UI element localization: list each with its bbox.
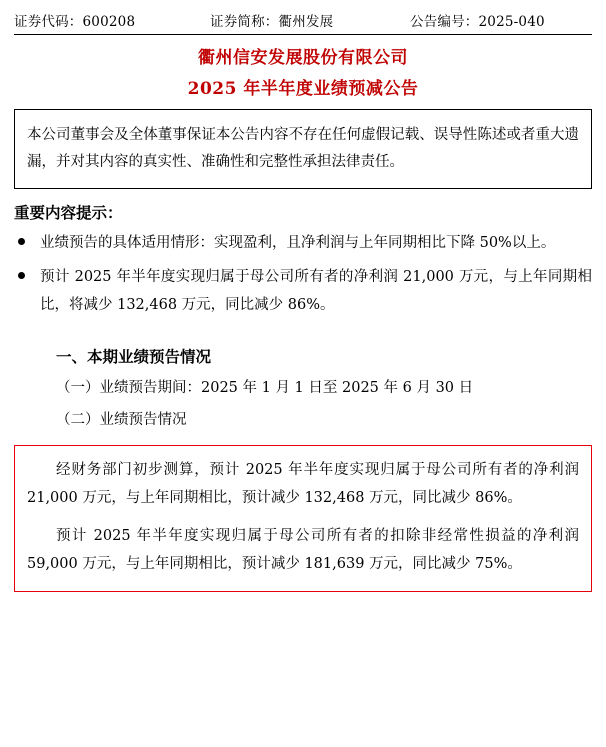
forecast-paragraph-2: 预计 2025 年半年度实现归属于母公司所有者的扣除非经常性损益的净利润 59,000 万元，与上年同期相比，预计减少 181,639 万元，同比减少 75%。 xyxy=(27,528,579,573)
section-one-heading: 一、本期业绩预告情况 xyxy=(56,347,212,367)
section-one-item-1: （一）业绩预告期间：2025 年 1 月 1 日至 2025 年 6 月 30 日 xyxy=(56,380,474,397)
document-header xyxy=(14,10,592,30)
notice-bullet-2-text: 预计 2025 年半年度实现归属于母公司所有者的净利润 21,000 万元，与上年同期相比，将减少 132,468 万元，同比减少 86%。 xyxy=(40,268,592,314)
announcement-title: 2025 年半年度业绩预减公告 xyxy=(187,79,419,99)
notice-bullet-2 xyxy=(14,263,592,320)
announcement-number: 公告编号：2025-040 xyxy=(410,14,545,30)
board-statement-box xyxy=(14,109,592,189)
bullet-dot-icon xyxy=(18,238,25,245)
notice-bullet-1 xyxy=(14,229,592,257)
header-divider xyxy=(14,34,592,35)
section-one-item-2: （二）业绩预告情况 xyxy=(56,411,187,428)
company-title: 衢州信安发展股份有限公司 xyxy=(198,48,408,68)
stock-name: 证券简称：衢州发展 xyxy=(210,14,334,30)
forecast-paragraph-1: 经财务部门初步测算，预计 2025 年半年度实现归属于母公司所有者的净利润 21,000 万元，与上年同期相比，预计减少 132,468 万元，同比减少 86%。 xyxy=(27,461,579,506)
stock-code: 证券代码：600208 xyxy=(14,14,136,30)
notice-bullet-1-text: 业绩预告的具体适用情形：实现盈利，且净利润与上年同期相比下降 50%以上。 xyxy=(40,234,556,251)
board-statement-text: 本公司董事会及全体董事保证本公告内容不存在任何虚假记载、误导性陈述或者重大遗漏，并对其内容的真实性、准确性和完整性承担法律责任。 xyxy=(27,127,579,170)
forecast-highlight-box xyxy=(14,445,592,592)
important-notice-heading: 重要内容提示： xyxy=(14,202,123,222)
spacer xyxy=(14,325,592,341)
bullet-dot-icon xyxy=(18,272,25,279)
